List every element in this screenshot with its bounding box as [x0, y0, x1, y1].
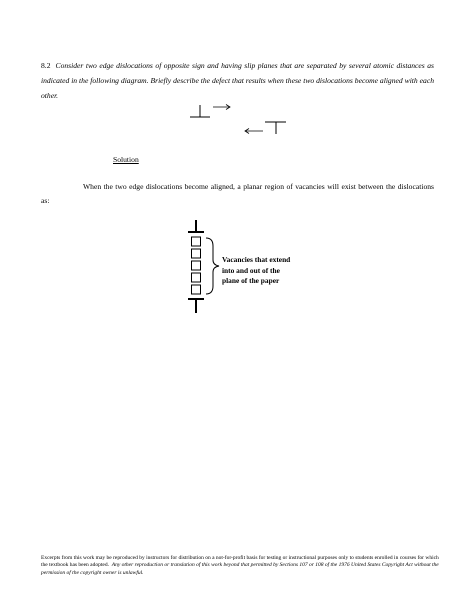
copyright-footer	[41, 555, 439, 577]
edge-dislocation-lower	[265, 122, 286, 134]
solution-heading: Solution	[113, 155, 139, 164]
edge-dislocation-upper	[190, 105, 210, 117]
vacancy-squares	[192, 237, 201, 294]
vacancy-square	[192, 285, 201, 294]
vacancy-square	[192, 261, 201, 270]
dislocation-diagram	[186, 100, 296, 140]
edge-dislocation-top	[188, 220, 204, 232]
vacancy-label	[222, 255, 332, 287]
vacancy-label-line-3: plane of the paper	[222, 276, 280, 286]
vacancy-square	[192, 237, 201, 246]
solution-text: When the two edge dislocations become aligned, a planar region of vacancies will exist between the dislocations as:	[41, 182, 434, 205]
problem-number: 8.2	[41, 61, 51, 70]
problem-text: Consider two edge dislocations of opposite sign and having slip planes that are separated by several atomic distances as indicated in the following diagram. Briefly describe the defect that results when these two dislocations become aligned with each other.	[41, 61, 435, 101]
arrow-left-icon	[245, 129, 263, 134]
arrow-right-icon	[213, 105, 230, 110]
edge-dislocation-bottom	[188, 299, 204, 313]
vacancy-square	[192, 249, 201, 258]
curly-brace-icon	[206, 238, 219, 294]
problem-statement	[41, 58, 434, 104]
vacancy-column-diagram	[184, 218, 224, 316]
vacancy-label-line-1: Vacancies that extend	[222, 255, 291, 264]
vacancy-square	[192, 273, 201, 282]
footer-plain-text: Excerpts from this work may be reproduced by instructors for distribution on a not-for-profit basis for testing or instructional purposes only to students enrolled in courses for which the textbook has been adopted.	[41, 555, 439, 569]
vacancy-label-line-2: into and out of the	[222, 265, 280, 275]
footer-italic-text: Any other reproduction or translation of this work beyond that permitted by Sections 107 or 108 of the 1976 United States Copyright Act without the permission of the copyright owner is unlawful.	[41, 562, 439, 576]
